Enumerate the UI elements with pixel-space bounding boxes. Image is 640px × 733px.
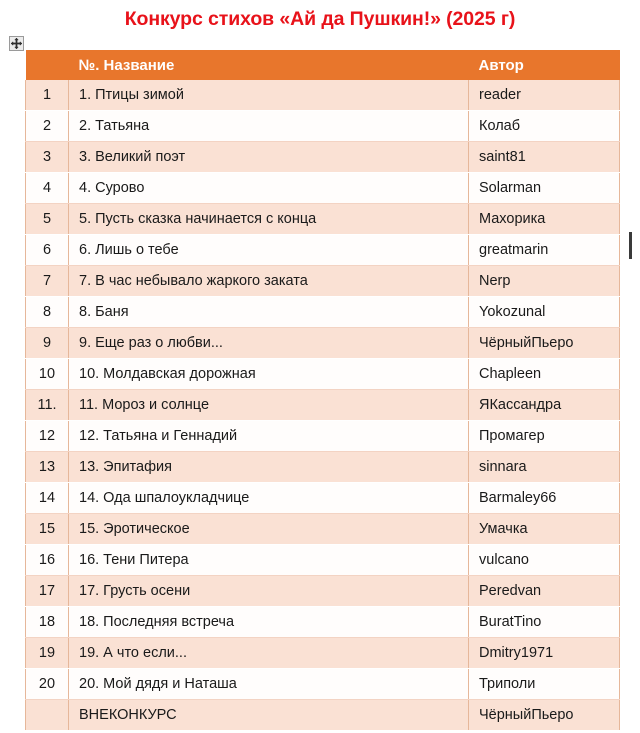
table-row (26, 700, 620, 731)
poem-author-cell: Dmitry1971 (469, 638, 620, 669)
poem-title-cell: 13. Эпитафия (69, 452, 469, 483)
poem-title-cell: 11. Мороз и солнце (69, 390, 469, 421)
poem-author-cell: reader (469, 80, 620, 111)
table-row (26, 80, 620, 111)
text-cursor-artifact (629, 232, 632, 259)
row-number-cell: 3 (26, 142, 69, 173)
table-row (26, 204, 620, 235)
poem-author-cell: ЧёрныйПьеро (469, 328, 620, 359)
poem-title-cell: 12. Татьяна и Геннадий (69, 421, 469, 452)
row-number-cell: 11. (26, 390, 69, 421)
row-number-cell: 2 (26, 111, 69, 142)
row-number-cell: 19 (26, 638, 69, 669)
poem-author-cell: greatmarin (469, 235, 620, 266)
table-row (26, 297, 620, 328)
table-row (26, 514, 620, 545)
table-body (26, 80, 620, 731)
poem-author-cell: Промагер (469, 421, 620, 452)
table-row (26, 142, 620, 173)
poem-author-cell: vulcano (469, 545, 620, 576)
table-row (26, 638, 620, 669)
poem-author-cell: ЧёрныйПьеро (469, 700, 620, 731)
poem-title-cell: 18. Последняя встреча (69, 607, 469, 638)
table-row (26, 669, 620, 700)
poem-author-cell: Махорика (469, 204, 620, 235)
poem-title-cell: 9. Еще раз о любви... (69, 328, 469, 359)
table-row (26, 359, 620, 390)
poem-author-cell: Barmaley66 (469, 483, 620, 514)
poem-title-cell: 19. А что если... (69, 638, 469, 669)
row-number-cell: 6 (26, 235, 69, 266)
table-move-handle-icon[interactable] (9, 36, 24, 51)
poem-title-cell: 2. Татьяна (69, 111, 469, 142)
poem-title-cell: 16. Тени Питера (69, 545, 469, 576)
poem-author-cell: Колаб (469, 111, 620, 142)
poem-author-cell: Триполи (469, 669, 620, 700)
table-header-row (26, 50, 620, 80)
table-row (26, 452, 620, 483)
row-number-cell: 13 (26, 452, 69, 483)
row-number-cell: 10 (26, 359, 69, 390)
poem-title-cell: 8. Баня (69, 297, 469, 328)
table-row (26, 576, 620, 607)
poem-author-cell: Peredvan (469, 576, 620, 607)
poem-table-container (25, 50, 619, 731)
poem-title-cell: 10. Молдавская дорожная (69, 359, 469, 390)
row-number-cell: 1 (26, 80, 69, 111)
poem-title-cell: 4. Сурово (69, 173, 469, 204)
poem-title-cell: 1. Птицы зимой (69, 80, 469, 111)
poem-author-cell: Solarman (469, 173, 620, 204)
poem-author-cell: ЯКассандра (469, 390, 620, 421)
poem-author-cell: Yokozunal (469, 297, 620, 328)
row-number-cell: 16 (26, 545, 69, 576)
row-number-cell: 9 (26, 328, 69, 359)
row-number-cell: 17 (26, 576, 69, 607)
page-title: Конкурс стихов «Ай да Пушкин!» (2025 г) (124, 8, 516, 30)
row-number-cell (26, 700, 69, 731)
poem-table (25, 50, 620, 731)
poem-title-cell: 20. Мой дядя и Наташа (69, 669, 469, 700)
poem-title-cell: 7. В час небывало жаркого заката (69, 266, 469, 297)
poem-title-cell: ВНЕКОНКУРС (69, 700, 469, 731)
table-header (26, 50, 620, 80)
poem-author-cell: Умачка (469, 514, 620, 545)
table-row (26, 421, 620, 452)
table-row (26, 483, 620, 514)
poem-title-cell: 15. Эротическое (69, 514, 469, 545)
row-number-cell: 15 (26, 514, 69, 545)
column-header-title: №. Название (69, 50, 469, 80)
poem-title-cell: 3. Великий поэт (69, 142, 469, 173)
row-number-cell: 18 (26, 607, 69, 638)
row-number-cell: 20 (26, 669, 69, 700)
table-row (26, 235, 620, 266)
row-number-cell: 8 (26, 297, 69, 328)
row-number-cell: 14 (26, 483, 69, 514)
table-row (26, 545, 620, 576)
poem-title-cell: 5. Пусть сказка начинается с конца (69, 204, 469, 235)
column-header-author: Автор (469, 50, 620, 80)
poem-title-cell: 14. Ода шпалоукладчице (69, 483, 469, 514)
poem-author-cell: saint81 (469, 142, 620, 173)
poem-author-cell: Chapleen (469, 359, 620, 390)
table-row (26, 111, 620, 142)
row-number-cell: 7 (26, 266, 69, 297)
table-row (26, 328, 620, 359)
poem-author-cell: Nerp (469, 266, 620, 297)
column-header-number (26, 50, 69, 80)
row-number-cell: 12 (26, 421, 69, 452)
poem-title-cell: 6. Лишь о тебе (69, 235, 469, 266)
row-number-cell: 4 (26, 173, 69, 204)
table-row (26, 390, 620, 421)
row-number-cell: 5 (26, 204, 69, 235)
table-row (26, 266, 620, 297)
poem-title-cell: 17. Грусть осени (69, 576, 469, 607)
poem-author-cell: BuratTino (469, 607, 620, 638)
table-row (26, 173, 620, 204)
poem-author-cell: sinnara (469, 452, 620, 483)
table-row (26, 607, 620, 638)
